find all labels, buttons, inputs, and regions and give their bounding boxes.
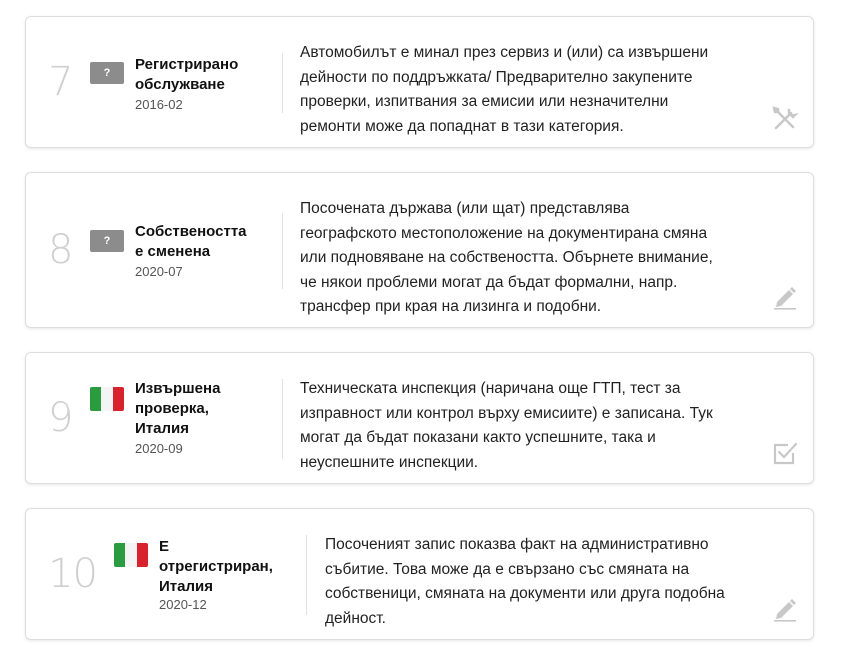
unknown-flag-icon: ? <box>90 62 124 84</box>
unknown-flag-icon: ? <box>90 230 124 252</box>
checkbox-icon <box>771 439 799 467</box>
event-title-line: Италия <box>135 420 189 437</box>
card-divider <box>282 379 283 459</box>
event-description <box>300 377 713 475</box>
description-line: Посочената държава (или щат) представлява <box>300 200 630 217</box>
description-line: проверки, изпитвания за емисии или незначителни <box>300 93 669 110</box>
event-title-line: отрегистриран, <box>159 558 273 575</box>
description-line: дейности по поддръжката/ Предварително закупените <box>300 68 693 86</box>
description-line: че някои проблеми могат да бъдат формални, напр. <box>300 273 678 291</box>
pencil-icon <box>771 595 799 623</box>
card-divider <box>282 53 283 113</box>
event-description <box>300 197 713 320</box>
event-title <box>135 379 220 439</box>
event-number: 8 <box>48 227 73 273</box>
italy-flag-icon <box>90 387 124 411</box>
italy-flag-icon <box>114 543 148 567</box>
event-title <box>159 537 273 597</box>
event-title-line: проверка, <box>135 400 209 417</box>
description-line: Посоченият запис показва факт на административно <box>325 536 709 553</box>
description-line: събитие. Това може да е свързано със смяната на <box>325 560 690 578</box>
event-date: 2020-12 <box>159 597 207 612</box>
description-line: собственици, смяната на документи или друга подобна <box>325 585 725 602</box>
event-title-line: Собствеността <box>135 223 247 240</box>
event-description <box>325 533 725 631</box>
event-title <box>135 222 247 262</box>
event-title-line: обслужване <box>135 76 225 93</box>
card-divider <box>282 213 283 289</box>
event-number: 7 <box>48 59 73 105</box>
event-description <box>300 41 708 139</box>
event-date: 2020-09 <box>135 441 183 456</box>
event-title-line: Е <box>159 538 170 555</box>
event-card-9 <box>25 352 814 484</box>
description-line: Автомобилът е минал през сервиз и (или) са извършени <box>300 44 709 61</box>
event-number: 9 <box>48 395 73 441</box>
description-line: Техническата инспекция (наричана още ГТП, тест за <box>300 380 681 397</box>
description-line: трансфер при края на лизинга и подобни. <box>300 298 602 315</box>
event-title-line: Регистрирано <box>135 56 239 73</box>
description-line: изправност или контрол върху емисиите) е записана. Тук <box>300 404 713 422</box>
card-divider <box>306 535 307 615</box>
description-line: ремонти може да попаднат в тази категория. <box>300 117 624 135</box>
event-card-10 <box>25 508 814 640</box>
event-title-line: е сменена <box>135 243 211 260</box>
description-line: неуспешните инспекции. <box>300 453 479 471</box>
event-card-7 <box>25 16 814 148</box>
event-title-line: Италия <box>159 578 213 595</box>
description-line: дейност. <box>325 609 386 627</box>
event-number: 10 <box>48 551 97 597</box>
event-card-8 <box>25 172 814 328</box>
pencil-icon <box>771 283 799 311</box>
tools-icon <box>771 105 799 133</box>
event-date: 2020-07 <box>135 264 183 279</box>
description-line: географското местоположение на документирана смяна <box>300 224 708 242</box>
event-title-line: Извършена <box>135 380 221 397</box>
description-line: могат да бъдат показани както успешните, така и <box>300 429 656 446</box>
description-line: или подновяване на собствеността. Обърнете внимание, <box>300 249 713 266</box>
event-title <box>135 55 238 95</box>
event-date: 2016-02 <box>135 97 183 112</box>
